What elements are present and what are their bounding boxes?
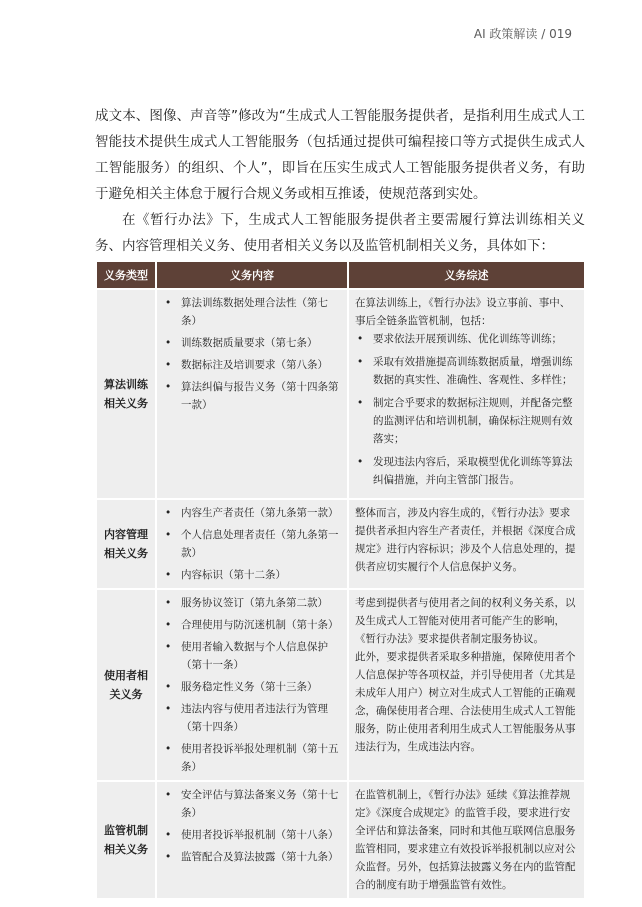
obligation-content bbox=[157, 500, 347, 588]
summary-text: 整体而言，涉及内容生成的，《暂行办法》要求提供者承担内容生产者责任，并根据《深度合成规定》进行内容标识；涉及个人信息处理的，提供者应切实履行个人信息保护义务。 bbox=[355, 507, 576, 573]
list-item: • 训练数据质量要求（第七条） bbox=[163, 334, 341, 352]
header-type: 义务类型 bbox=[97, 262, 155, 288]
paragraph: 在《暂行办法》下，生成式人工智能服务提供者主要需履行算法训练相关义务、内容管理相关义务、使用者相关义务以及监管机制相关义务，具体如下： bbox=[95, 212, 585, 254]
summary-text: 在算法训练上，《暂行办法》设立事前、事中、事后全链条监管机制，包括： bbox=[355, 297, 571, 327]
paragraph: 成文本、图像、声音等”修改为“生成式人工智能服务提供者，是指利用生成式人工智能技术提供生成式人工智能服务（包括通过提供可编程接口等方式提供生成式人工智能服务）的组织、个人”，即旨在压实生成式人工智能服务提供者义务，有助于避免相关主体怠于履行合规义务或相互推诿，使规范落到实处。 bbox=[95, 108, 585, 202]
list-item: • 使用者输入数据与个人信息保护（第十一条） bbox=[163, 638, 341, 674]
obligation-summary bbox=[349, 500, 584, 588]
obligation-type: 内容管理相关义务 bbox=[97, 500, 155, 588]
list-item: • 违法内容与使用者违法行为管理（第十四条） bbox=[163, 700, 341, 736]
obligation-content bbox=[157, 782, 347, 898]
table-row bbox=[97, 782, 584, 898]
list-item: • 监管配合及算法披露（第十九条） bbox=[163, 848, 341, 866]
obligation-content bbox=[157, 290, 347, 498]
list-item: • 服务协议签订（第九条第二款） bbox=[163, 594, 341, 612]
obligation-type: 监管机制相关义务 bbox=[97, 782, 155, 898]
list-item: • 服务稳定性义务（第十三条） bbox=[163, 678, 341, 696]
obligation-summary bbox=[349, 782, 584, 898]
table-header-row bbox=[97, 262, 584, 288]
obligation-content bbox=[157, 590, 347, 780]
list-item: • 个人信息处理者责任（第九条第一款） bbox=[163, 526, 341, 562]
summary-text: 考虑到提供者与使用者之间的权利义务关系，以及生成式人工智能对使用者可能产生的影响，《暂行办法》要求提供者制定服务协议。 bbox=[355, 597, 576, 645]
table-row bbox=[97, 590, 584, 780]
list-item: • 发现违法内容后，采取模型优化训练等算法纠偏措施，并向主管部门报告。 bbox=[355, 453, 578, 489]
table-row bbox=[97, 290, 584, 498]
obligation-type: 算法训练相关义务 bbox=[97, 290, 155, 498]
list-item: • 内容标识（第十二条） bbox=[163, 566, 341, 584]
list-item: • 要求依法开展预训练、优化训练等训练； bbox=[355, 330, 578, 348]
list-item: • 采取有效措施提高训练数据质量，增强训练数据的真实性、准确性、客观性、多样性； bbox=[355, 353, 578, 389]
list-item: • 算法训练数据处理合法性（第七条） bbox=[163, 294, 341, 330]
header-summary: 义务综述 bbox=[349, 262, 584, 288]
table-row bbox=[97, 500, 584, 588]
header-content: 义务内容 bbox=[157, 262, 347, 288]
list-item: • 使用者投诉举报机制（第十八条） bbox=[163, 826, 341, 844]
list-item: • 安全评估与算法备案义务（第十七条） bbox=[163, 786, 341, 822]
summary-text: 在监管机制上，《暂行办法》延续《算法推荐规定》《深度合成规定》的监管手段，要求进行安全评估和算法备案，同时和其他互联网信息服务监管相同，要求建立有效投诉举报机制以应对公众监督。另外，包括算法披露义务在内的监管配合的制度有助于增强监管有效性。 bbox=[355, 789, 576, 891]
list-item: • 数据标注及培训要求（第八条） bbox=[163, 356, 341, 374]
list-item: • 使用者投诉举报处理机制（第十五条） bbox=[163, 740, 341, 776]
obligation-type: 使用者相关义务 bbox=[97, 590, 155, 780]
obligation-summary bbox=[349, 590, 584, 780]
obligation-summary bbox=[349, 290, 584, 498]
page-header: AI 政策解读 / 019 bbox=[473, 27, 572, 41]
obligations-table bbox=[95, 260, 586, 900]
list-item: • 内容生产者责任（第九条第一款） bbox=[163, 504, 341, 522]
list-item: • 算法纠偏与报告义务（第十四条第一款） bbox=[163, 378, 341, 414]
list-item: • 制定合乎要求的数据标注规则，并配备完整的监测评估和培训机制，确保标注规则有效落实； bbox=[355, 394, 578, 448]
body-text bbox=[95, 103, 585, 259]
list-item: • 合理使用与防沉迷机制（第十条） bbox=[163, 616, 341, 634]
summary-text: 此外，要求提供者采取多种措施，保障使用者个人信息保护等各项权益，并引导使用者（尤其是未成年人用户）树立对生成式人工智能的正确观念，确保使用者合理、合法使用生成式人工智能服务，防止使用者利用生成式人工智能服务从事违法行为，生成违法内容。 bbox=[355, 651, 576, 753]
